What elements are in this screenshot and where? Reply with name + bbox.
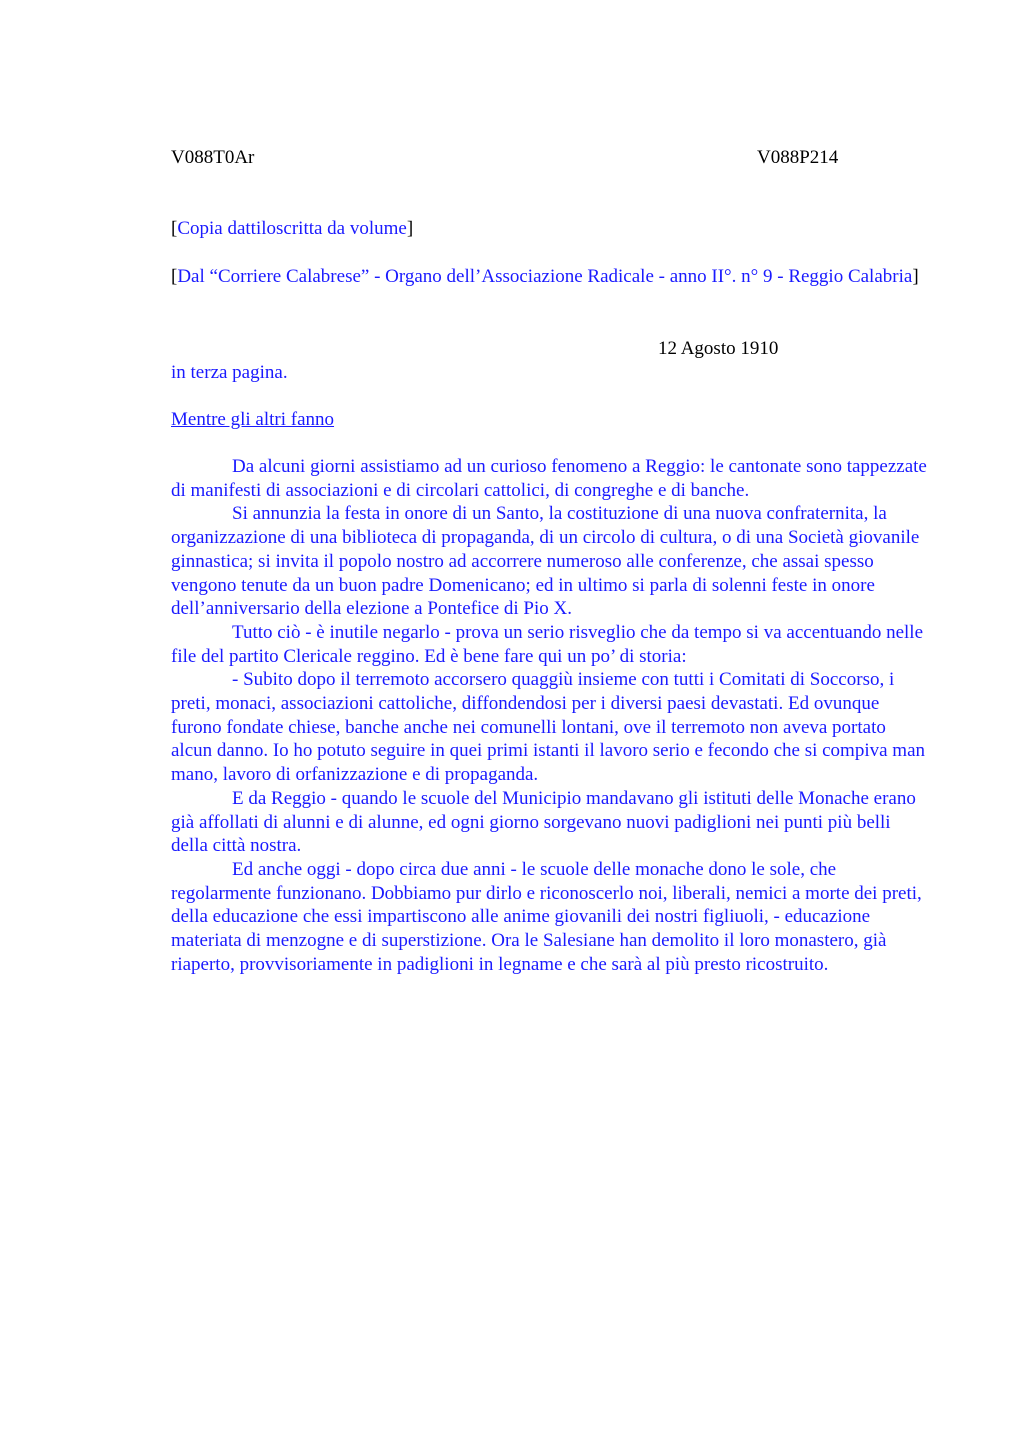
article-paragraph: E da Reggio - quando le scuole del Municipio mandavano gli istituti delle Monache erano già affollati di alunni e di alunne, ed ogni giorno sorgevano nuovi padiglioni nei punti più belli della città nostra. [171, 787, 916, 857]
source-note [171, 265, 931, 289]
article-paragraph: Da alcuni giorni assistiamo ad un curioso fenomeno a Reggio: le cantonate sono tappezzate di manifesti di associazioni e di circolari cattolici, di congreghe e di banche. [171, 456, 927, 501]
copy-note-open-bracket: [ [171, 218, 178, 239]
document-code-right: V088P214 [757, 147, 839, 168]
copy-note-close-bracket: ] [406, 218, 414, 239]
article-paragraph: Ed anche oggi - dopo circa due anni - le scuole delle monache dono le sole, che regolarmente funzionano. Dobbiamo pur dirlo e riconoscerlo noi, liberali, nemici a morte dei preti, della educazione che essi impartiscono alle anime giovanili dei nostri figliuoli, - educazione materiata di menzogne e di superstizione. Ora le Salesiane han demolito il loro monastero, già riaperto, provvisoriamente in padiglioni in legname e che sarà al più presto ricostruito. [171, 858, 922, 975]
copy-note-text: Copia dattiloscritta da volume [177, 218, 407, 239]
document-code-left: V088T0Ar [171, 147, 255, 168]
copy-note [171, 217, 413, 241]
article-date: 12 Agosto 1910 [658, 338, 779, 359]
source-note-text: Dal “Corriere Calabrese” - Organo dell’Associazione Radicale - anno II°. n° 9 - Reggio Calabria [177, 266, 913, 287]
article-paragraph: - Subito dopo il terremoto accorsero quaggiù insieme con tutti i Comitati di Soccorso, i preti, monaci, associazioni cattoliche, diffondendosi per i diversi paesi devastati. Ed ovunque furono fondate chiese, banche anche nei comunelli lontani, ove il terremoto non aveva portato alcun danno. Io ho potuto seguire in quei primi istanti il lavoro serio e fecondo che si compiva man mano, lavoro di orfanizzazione e di propaganda. [171, 669, 926, 786]
article-paragraph: Si annunzia la festa in onore di un Santo, la costituzione di una nuova confraternita, la organizzazione di una biblioteca di propaganda, di un circolo di cultura, o di una Società giovanile ginnastica; si invita il popolo nostro ad accorrere numeroso alle conferenze, che assai spesso vengono tenute da un buon padre Domenicano; ed in ultimo si parla di solenni feste in onore dell’anniversario della elezione a Pontefice di Pio X. [171, 503, 920, 620]
article-paragraph: Tutto ciò - è inutile negarlo - prova un serio risveglio che da tempo si va accentuando nelle file del partito Clericale reggino. Ed è bene fare qui un po’ di storia: [171, 621, 924, 667]
article-body [171, 455, 931, 976]
source-note-open-bracket: [ [171, 266, 178, 287]
page-location-note: in terza pagina. [171, 362, 288, 383]
article-title: Mentre gli altri fanno [171, 409, 335, 430]
source-note-close-bracket: ] [912, 266, 919, 287]
